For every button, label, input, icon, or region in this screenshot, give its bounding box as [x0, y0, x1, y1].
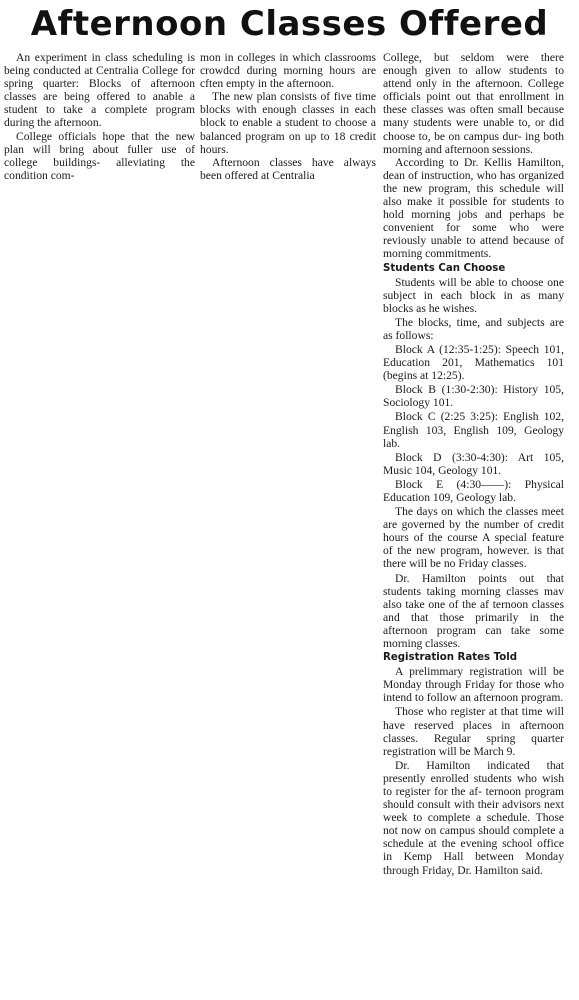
- paragraph-block-d: Block D (3:30-4:30): Art 105, Music 104, Geology 101.: [383, 450, 564, 477]
- paragraph: College officials hope that the new plan will bring about fuller use of college buildings- alleviating the condition com-: [4, 129, 195, 182]
- paragraph: Students will be able to choose one subject in each block in as many blocks as he wishes.: [383, 275, 564, 315]
- paragraph: An experiment in class scheduling is being conducted at Centralia College for spring quarter: Blocks of afternoon classes are being offered to anable a student to take a complete program during the afternoon.: [4, 51, 195, 130]
- paragraph: The new plan consists of five time blocks with enough classes in each block to enable a student to choose a balanced program on up to 18 credit hours.: [200, 90, 376, 156]
- paragraph: mon in colleges in which classrooms crowdcd during morning hours are cften empty in the afternoon.: [200, 51, 376, 91]
- paragraph: Those who register at that time will have reserved places in afternoon classes. Regular spring quarter registration will be March 9.: [383, 705, 564, 758]
- article-column-3: [383, 51, 564, 877]
- subheading-students-can-choose: Students Can Choose: [383, 262, 506, 274]
- paragraph: The blocks, time, and subjects are as follows:: [383, 315, 564, 342]
- subheading-registration-rates-told: Registration Rates Told: [383, 652, 518, 664]
- paragraph: The days on which the classes meet are governed by the number of credit hours of the course A special feature of the new program, however. is that there will be no Friday classes.: [383, 505, 564, 571]
- paragraph-block-a: Block A (12:35-1:25): Speech 101, Education 201, Mathematics 101 (begins at 12:25).: [383, 342, 564, 383]
- paragraph: A prelimmary registration will be Monday through Friday for those who intend to follow an afternoon program.: [383, 665, 564, 705]
- paragraph: Dr. Hamilton points out that students taking morning classes mav also take one of the af ternoon classes and that those primarily in the afternoon program can take some morning classes.: [383, 571, 564, 651]
- article-headline: Afternoon Classes Offered: [30, 4, 549, 44]
- article-column-1: [4, 51, 195, 182]
- paragraph-block-e: Block E (4:30——): Physical Education 109, Geology lab.: [383, 477, 564, 504]
- paragraph: According to Dr. Kellis Hamilton, dean of instruction, who has organized the new program, this schedule will also make it possible for students to hold morning jobs and perhaps be convenient for some who were reviously unable to attend because of morning commitments.: [383, 155, 564, 261]
- paragraph: Afternoon classes have always been offered at Centralia: [200, 155, 376, 182]
- paragraph: Dr. Hamilton indicated that presently enrolled students who wish to register for the af- ternoon program should consult with their advisors next week to complete a schedule. Those not now on campus should complete a schedule at the evening school office in Kemp Hall between Monday through Friday, Dr. Hamilton said.: [383, 758, 564, 877]
- paragraph-block-c: Block C (2:25 3:25): English 102, English 103, English 109, Geology lab.: [383, 410, 564, 450]
- paragraph: College, but seldom were there enough given to allow students to attend only in the afternoon. College officials point out that enrollment in these classes was often small because many students were unable to, or did choose to, be on campus dur- ing both morning and afternoon sessions.: [383, 51, 564, 156]
- paragraph-block-b: Block B (1:30-2:30): History 105, Sociology 101.: [383, 383, 564, 410]
- article-column-2: [200, 51, 376, 182]
